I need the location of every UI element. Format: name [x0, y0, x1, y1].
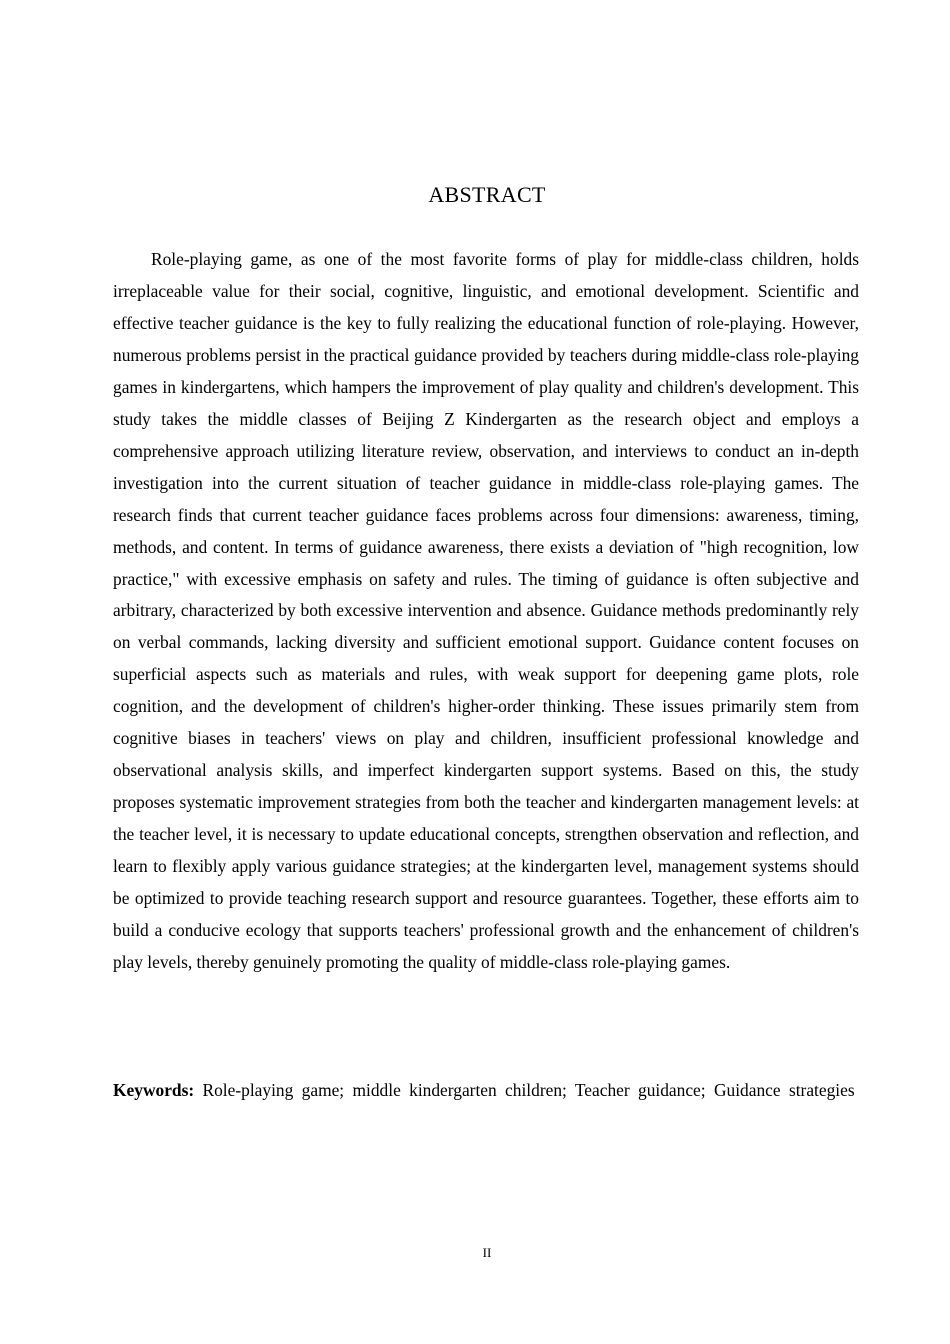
keywords-label: Keywords:	[113, 1080, 195, 1100]
page-number: II	[482, 1245, 492, 1260]
keywords-paragraph	[113, 1074, 859, 1106]
keywords-list: Role-playing game; middle kindergarten children; Teacher guidance; Guidance strategies	[194, 1080, 855, 1100]
abstract-body: Role-playing game, as one of the most favorite forms of play for middle-class children, holds irreplaceable value for their social, cognitive, linguistic, and emotional development. Scientific and effective teacher guidance is the key to fully realizing the educational function of role-playing. However, numerous problems persist in the practical guidance provided by teachers during middle-class role-playing games in kindergartens, which hampers the improvement of play quality and children's development. This study takes the middle classes of Beijing Z Kindergarten as the research object and employs a comprehensive approach utilizing literature review, observation, and interviews to conduct an in-depth investigation into the current situation of teacher guidance in middle-class role-playing games. The research finds that current teacher guidance faces problems across four dimensions: awareness, timing, methods, and content. In terms of guidance awareness, there exists a deviation of "high recognition, low practice," with excessive emphasis on safety and rules. The timing of guidance is often subjective and arbitrary, characterized by both excessive intervention and absence. Guidance methods predominantly rely on verbal commands, lacking diversity and sufficient emotional support. Guidance content focuses on superficial aspects such as materials and rules, with weak support for deepening game plots, role cognition, and the development of children's higher-order thinking. These issues primarily stem from cognitive biases in teachers' views on play and children, insufficient professional knowledge and observational analysis skills, and imperfect kindergarten support systems. Based on this, the study proposes systematic improvement strategies from both the teacher and kindergarten management levels: at the teacher level, it is necessary to update educational concepts, strengthen observation and reflection, and learn to flexibly apply various guidance strategies; at the kindergarten level, management systems should be optimized to provide teaching research support and resource guarantees. Together, these efforts aim to build a conducive ecology that supports teachers' professional growth and the enhancement of children's play levels, thereby genuinely promoting the quality of middle-class role-playing games.	[113, 249, 859, 972]
abstract-title: ABSTRACT	[428, 182, 546, 207]
